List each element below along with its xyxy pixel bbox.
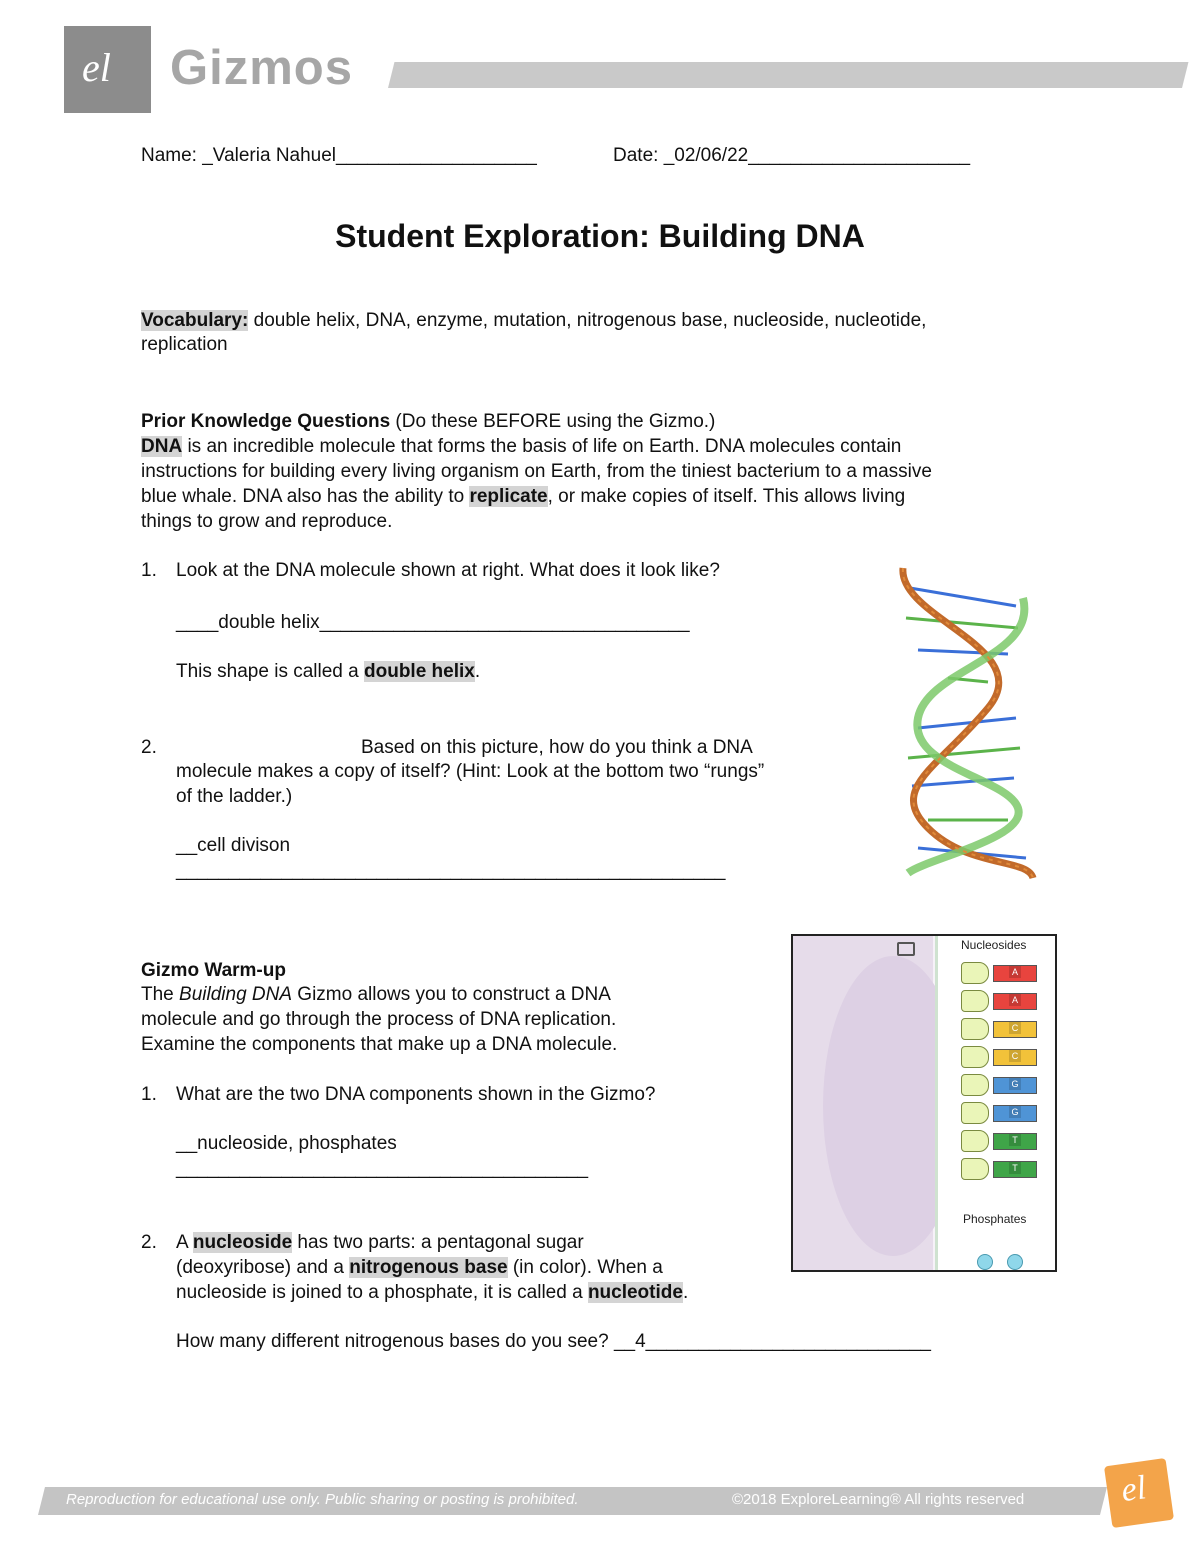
nucleosides-label: Nucleosides <box>961 938 1027 952</box>
vocabulary-terms: double helix, DNA, enzyme, mutation, nitrogenous base, nucleoside, nucleotide, <box>248 310 927 331</box>
q2-line-3b: . <box>682 1282 689 1303</box>
prior-paragraph-line-1 <box>141 434 901 459</box>
nucleoside-g[interactable] <box>961 1102 1041 1124</box>
warmup-line-1a: The <box>141 984 180 1005</box>
sugar-icon <box>961 962 989 984</box>
sugar-icon <box>961 1158 989 1180</box>
prior-q2-answer-1: __cell divison <box>176 835 291 856</box>
phosphates-label: Phosphates <box>963 1212 1027 1226</box>
q2-line-2b: (in color). When a <box>507 1257 663 1278</box>
vocabulary-label: Vocabulary: <box>141 310 249 331</box>
prior-knowledge-heading-line <box>141 409 715 434</box>
warmup-q2-line-2 <box>176 1255 663 1280</box>
q2-line-2a: (deoxyribose) and a <box>176 1257 350 1278</box>
vocabulary-line-2: replication <box>141 334 228 355</box>
prior-knowledge-note: (Do these BEFORE using the Gizmo.) <box>390 411 716 432</box>
sugar-icon <box>961 1046 989 1068</box>
sugar-icon <box>961 1018 989 1040</box>
warmup-q1-answer-1: __nucleoside, phosphates <box>176 1133 397 1154</box>
gizmos-logo-mark <box>64 26 151 113</box>
prior-text-3a: blue whale. DNA also has the ability to <box>141 486 470 507</box>
gizmo-name: Building DNA <box>179 984 293 1005</box>
q2-line-1b: has two parts: a pentagonal sugar <box>292 1232 584 1253</box>
warmup-q2-line-1 <box>176 1230 584 1255</box>
sugar-icon <box>961 990 989 1012</box>
prior-q1-text: Look at the DNA molecule shown at right. What does it look like? <box>176 560 720 581</box>
base-letter: T <box>1009 1162 1021 1174</box>
prior-text-1: is an incredible molecule that forms the basis of life on Earth. DNA molecules contain <box>182 436 902 457</box>
nucleoside-g[interactable] <box>961 1074 1041 1096</box>
base-letter: T <box>1009 1134 1021 1146</box>
prior-q2-number: 2. <box>141 737 157 758</box>
vocabulary-line-1 <box>141 308 926 333</box>
warmup-line-3: Examine the components that make up a DNA molecule. <box>141 1034 618 1055</box>
prior-q2-answer-2: ____________________________________________________ <box>176 860 726 881</box>
base-letter: G <box>1009 1106 1021 1118</box>
prior-q1-number: 1. <box>141 560 157 581</box>
warmup-heading: Gizmo Warm-up <box>141 960 286 981</box>
nucleoside-a[interactable] <box>961 990 1041 1012</box>
explorelearning-logo <box>1104 1458 1174 1528</box>
warmup-q1-number: 1. <box>141 1084 157 1105</box>
page-title: Student Exploration: Building DNA <box>335 218 865 254</box>
prior-q2-line-1: Based on this picture, how do you think a DNA <box>361 737 753 758</box>
warmup-line-1 <box>141 982 611 1007</box>
warmup-q2-line-3 <box>176 1280 688 1305</box>
sugar-icon <box>961 1102 989 1124</box>
date-field: Date: _02/06/22_____________________ <box>613 145 971 166</box>
phosphate-2 <box>1007 1254 1023 1270</box>
prior-knowledge-heading: Prior Knowledge Questions <box>141 411 391 432</box>
sugar-icon <box>961 1130 989 1152</box>
sugar-icon <box>961 1074 989 1096</box>
term-replicate: replicate <box>469 486 548 507</box>
term-nitrogenous-base: nitrogenous base <box>349 1257 508 1278</box>
term-nucleotide: nucleotide <box>587 1282 683 1303</box>
helix-rungs <box>906 588 1026 858</box>
prior-q2-line-3: of the ladder.) <box>176 786 293 807</box>
name-field: Name: _Valeria Nahuel___________________ <box>141 145 537 166</box>
base-letter: C <box>1009 1022 1021 1034</box>
warmup-q1-answer-2: _______________________________________ <box>176 1158 589 1179</box>
header-bar <box>388 62 1188 88</box>
prior-paragraph-line-2: instructions for building every living organism on Earth, from the tiniest bacterium to a massive <box>141 461 932 482</box>
prior-q2-line-2: molecule makes a copy of itself? (Hint: Look at the bottom two “rungs” <box>176 761 765 782</box>
base-letter: C <box>1009 1050 1021 1062</box>
warmup-line-1b: Gizmo allows you to construct a DNA <box>292 984 611 1005</box>
footer-notice: Reproduction for educational use only. Public sharing or posting is prohibited. <box>66 1491 579 1508</box>
q1-note-end: . <box>474 661 481 682</box>
footer-copyright: ©2018 ExploreLearning® All rights reserved <box>732 1491 1025 1508</box>
q2-line-3a: nucleoside is joined to a phosphate, it is called a <box>176 1282 588 1303</box>
nucleoside-t[interactable] <box>961 1158 1041 1180</box>
prior-q1-note <box>176 659 480 684</box>
gizmo-cell-area <box>793 936 933 1270</box>
warmup-q2-question: How many different nitrogenous bases do you see? __4___________________________ <box>176 1331 931 1352</box>
prior-text-3b: , or make copies of itself. This allows living <box>547 486 906 507</box>
nucleoside-t[interactable] <box>961 1130 1041 1152</box>
term-double-helix: double helix <box>364 661 475 682</box>
base-letter: A <box>1009 994 1021 1006</box>
term-dna: DNA <box>141 436 183 457</box>
warmup-line-2: molecule and go through the process of DNA replication. <box>141 1009 617 1030</box>
gizmo-screenshot <box>791 934 1057 1272</box>
warmup-q1-text: What are the two DNA components shown in the Gizmo? <box>176 1084 656 1105</box>
q2-line-1a: A <box>176 1232 193 1253</box>
base-letter: G <box>1009 1078 1021 1090</box>
prior-paragraph-line-4: things to grow and reproduce. <box>141 511 393 532</box>
dna-double-helix-image <box>888 558 1038 883</box>
base-letter: A <box>1009 966 1021 978</box>
prior-paragraph-line-3 <box>141 484 905 509</box>
nucleoside-c[interactable] <box>961 1018 1041 1040</box>
q1-note-text: This shape is called a <box>176 661 364 682</box>
logo-mark-text: el <box>82 45 111 90</box>
nucleoside-c[interactable] <box>961 1046 1041 1068</box>
gizmos-brand-name: Gizmos <box>170 41 353 95</box>
warmup-q2-number: 2. <box>141 1232 157 1253</box>
phosphate-1 <box>977 1254 993 1270</box>
footer-logo-text: el <box>1118 1469 1149 1510</box>
camera-icon <box>897 942 915 956</box>
prior-q1-answer: ____double helix___________________________________ <box>176 612 690 633</box>
term-nucleoside: nucleoside <box>192 1232 293 1253</box>
nucleoside-a[interactable] <box>961 962 1041 984</box>
